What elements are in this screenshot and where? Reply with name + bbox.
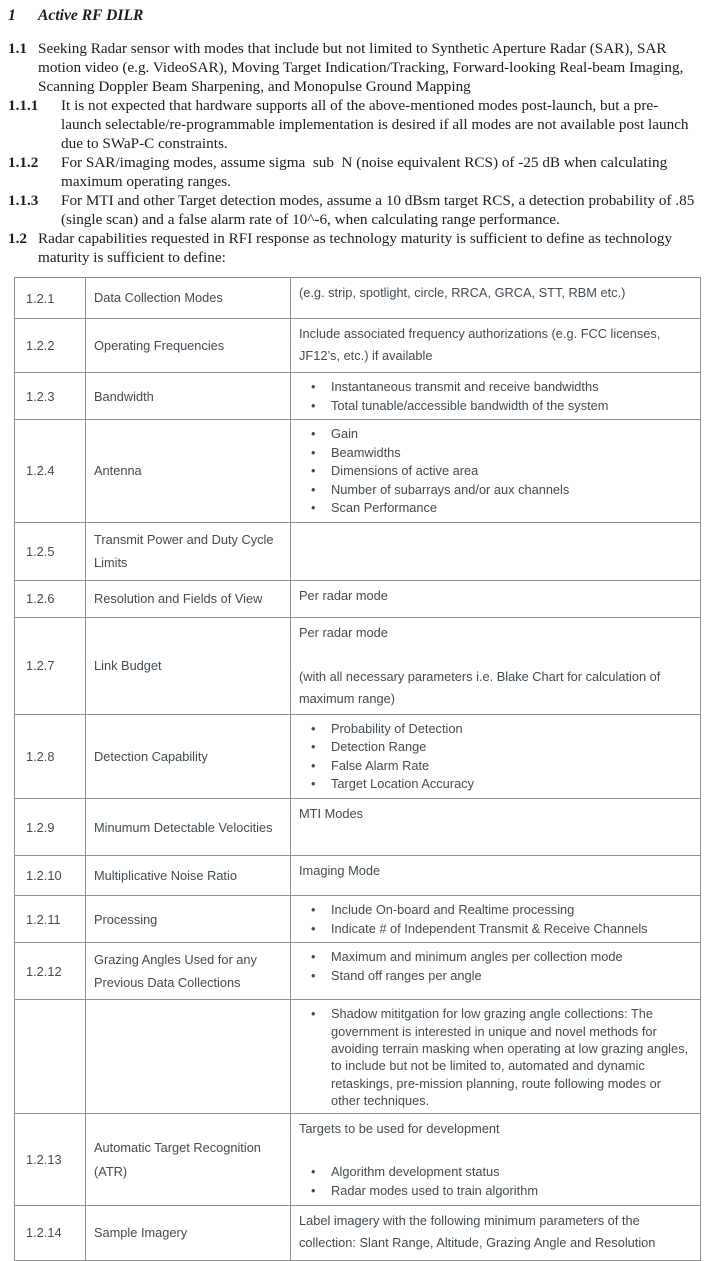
row-label-cell: Data Collection Modes xyxy=(86,278,291,319)
content-paragraph: MTI Modes xyxy=(299,806,363,822)
paragraph-text: For MTI and other Target detection modes, assume a 10 dBsm target RCS, a detection probability of .85 (single scan) and a false alarm rate of 10^-6, when calculating range performance. xyxy=(61,192,699,228)
table-row xyxy=(15,1114,701,1205)
bullet-item: • Instantaneous transmit and receive bandwidths xyxy=(299,378,692,397)
bullet-item: • Gain xyxy=(299,425,692,444)
content-paragraph: Include associated frequency authorizations (e.g. FCC licenses, JF12’s, etc.) if available xyxy=(299,326,661,363)
row-number-cell: 1.2.5 xyxy=(15,522,86,580)
row-number-cell: 1.2.6 xyxy=(15,580,86,617)
heading-number: 1 xyxy=(8,7,16,24)
row-label-cell: Resolution and Fields of View xyxy=(86,580,291,617)
requirements-table xyxy=(14,277,701,1261)
row-number-cell: 1.2.4 xyxy=(15,420,86,523)
row-content-cell xyxy=(291,1000,701,1114)
bullet-item: • Stand off ranges per angle xyxy=(299,967,692,986)
content-bullet-list xyxy=(299,425,692,518)
paragraph-number: 1.1.1 xyxy=(8,97,39,114)
table-row xyxy=(15,896,701,943)
table-row xyxy=(15,278,701,319)
row-label-cell: Transmit Power and Duty Cycle Limits xyxy=(86,522,291,580)
row-label-cell: Multiplicative Noise Ratio xyxy=(86,856,291,896)
table-row xyxy=(15,617,701,714)
row-label-cell: Minumum Detectable Velocities xyxy=(86,799,291,856)
content-paragraph: Targets to be used for development xyxy=(299,1121,500,1137)
paragraph-1-1-1 xyxy=(8,96,698,153)
table-row xyxy=(15,1205,701,1260)
row-label-cell: Antenna xyxy=(86,420,291,523)
bullet-item: • Beamwidths xyxy=(299,444,692,463)
row-label-cell xyxy=(86,1000,291,1114)
paragraph-number: 1.2 xyxy=(8,230,27,247)
row-content-cell xyxy=(291,617,701,714)
row-content-cell xyxy=(291,580,701,617)
bullet-item: • Maximum and minimum angles per collection mode xyxy=(299,948,692,967)
row-label-cell: Automatic Target Recognition (ATR) xyxy=(86,1114,291,1205)
paragraph-number: 1.1.2 xyxy=(8,154,39,171)
row-label-cell: Sample Imagery xyxy=(86,1205,291,1260)
row-number-cell: 1.2.2 xyxy=(15,319,86,373)
bullet-item: • Total tunable/accessible bandwidth of the system xyxy=(299,397,692,416)
bullet-item: • Algorithm development status xyxy=(299,1163,692,1182)
bullet-item: • Probability of Detection xyxy=(299,720,692,739)
row-number-cell: 1.2.7 xyxy=(15,617,86,714)
row-label-cell: Bandwidth xyxy=(86,373,291,420)
bullet-item: • Shadow mititgation for low grazing angle collections: The government is interested in unique and novel methods for avoiding terrain masking when operating at low grazing angles, to include but not be limited to, automated and dynamic retaskings, pre-mission planning, route following modes or other techniques. xyxy=(299,1005,692,1109)
paragraph-1-2 xyxy=(8,229,698,267)
table-row xyxy=(15,373,701,420)
table-row xyxy=(15,799,701,856)
bullet-item: • Dimensions of active area xyxy=(299,462,692,481)
row-content-cell xyxy=(291,319,701,373)
table-row xyxy=(15,856,701,896)
paragraph-number: 1.1 xyxy=(8,40,27,57)
content-paragraph: Imaging Mode xyxy=(299,863,381,879)
bullet-item: • False Alarm Rate xyxy=(299,757,692,776)
row-number-cell: 1.2.12 xyxy=(15,943,86,1000)
bullet-item: • Indicate # of Independent Transmit & Receive Channels xyxy=(299,920,692,939)
row-number-cell: 1.2.10 xyxy=(15,856,86,896)
row-number-cell: 1.2.3 xyxy=(15,373,86,420)
bullet-item: • Scan Performance xyxy=(299,499,692,518)
content-bullet-list xyxy=(299,720,692,794)
paragraph-number: 1.1.3 xyxy=(8,192,39,209)
row-content-cell xyxy=(291,856,701,896)
bullet-item: • Number of subarrays and/or aux channels xyxy=(299,481,692,500)
paragraph-text: Seeking Radar sensor with modes that include but not limited to Synthetic Aperture Radar (SAR), SAR motion video (e.g. VideoSAR), Moving Target Indication/Tracking, Forward-looking Real-beam Imaging, Scanning Doppler Beam Sharpening, and Monopulse Ground Mapping xyxy=(38,40,688,95)
table-row xyxy=(15,522,701,580)
table-row xyxy=(15,420,701,523)
requirements-table-body xyxy=(15,278,701,1261)
row-label-cell: Detection Capability xyxy=(86,714,291,798)
content-bullet-list xyxy=(299,378,692,415)
table-row xyxy=(15,319,701,373)
row-content-cell xyxy=(291,799,701,856)
paragraph-text: It is not expected that hardware supports all of the above-mentioned modes post-launch, but a pre-launch selectable/re-programmable implementation is desired if all modes are not available post launch due to SWaP-C constraints. xyxy=(61,97,693,152)
row-content-cell xyxy=(291,714,701,798)
row-label-cell: Processing xyxy=(86,896,291,943)
bullet-item: • Include On-board and Realtime processing xyxy=(299,901,692,920)
paragraph-text: Radar capabilities requested in RFI response as technology maturity is sufficient to define as technology maturity is sufficient to define: xyxy=(38,230,676,266)
row-number-cell xyxy=(15,1000,86,1114)
row-number-cell: 1.2.1 xyxy=(15,278,86,319)
row-label-cell: Grazing Angles Used for any Previous Data Collections xyxy=(86,943,291,1000)
heading-title: Active RF DILR xyxy=(38,7,144,24)
row-number-cell: 1.2.13 xyxy=(15,1114,86,1205)
table-row xyxy=(15,1000,701,1114)
row-content-cell xyxy=(291,373,701,420)
bullet-item: • Target Location Accuracy xyxy=(299,775,692,794)
row-content-cell xyxy=(291,896,701,943)
row-content-cell xyxy=(291,420,701,523)
section-heading xyxy=(8,6,698,26)
content-paragraph: Per radar mode xyxy=(299,587,388,603)
content-paragraph: Per radar mode xyxy=(299,624,388,640)
content-bullet-list xyxy=(299,1005,692,1109)
row-number-cell: 1.2.8 xyxy=(15,714,86,798)
row-number-cell: 1.2.14 xyxy=(15,1205,86,1260)
row-label-cell: Link Budget xyxy=(86,617,291,714)
row-number-cell: 1.2.9 xyxy=(15,799,86,856)
content-bullet-list xyxy=(299,1163,692,1200)
content-paragraph: Label imagery with the following minimum parameters of the collection: Slant Range, Altitude, Grazing Angle and Resolution xyxy=(299,1212,656,1250)
content-bullet-list xyxy=(299,948,692,985)
bullet-item: • Detection Range xyxy=(299,738,692,757)
table-row xyxy=(15,714,701,798)
table-row xyxy=(15,580,701,617)
row-content-cell xyxy=(291,1114,701,1205)
paragraph-text: For SAR/imaging modes, assume sigma sub N (noise equivalent RCS) of -25 dB when calculating maximum operating ranges. xyxy=(61,154,671,190)
paragraph-1-1-3 xyxy=(8,191,698,229)
table-row xyxy=(15,943,701,1000)
paragraph-1-1 xyxy=(8,39,698,96)
content-bullet-list xyxy=(299,901,692,938)
content-paragraph: (e.g. strip, spotlight, circle, RRCA, GRCA, STT, RBM etc.) xyxy=(299,285,626,300)
content-paragraph xyxy=(299,644,692,666)
row-content-cell xyxy=(291,1205,701,1260)
row-content-cell xyxy=(291,943,701,1000)
content-paragraph: (with all necessary parameters i.e. Blake Chart for calculation of maximum range) xyxy=(299,668,661,706)
content-paragraph xyxy=(299,1140,692,1162)
row-content-cell xyxy=(291,522,701,580)
row-number-cell: 1.2.11 xyxy=(15,896,86,943)
bullet-item: • Radar modes used to train algorithm xyxy=(299,1182,692,1201)
row-label-cell: Operating Frequencies xyxy=(86,319,291,373)
paragraph-1-1-2 xyxy=(8,153,698,191)
row-content-cell xyxy=(291,278,701,319)
